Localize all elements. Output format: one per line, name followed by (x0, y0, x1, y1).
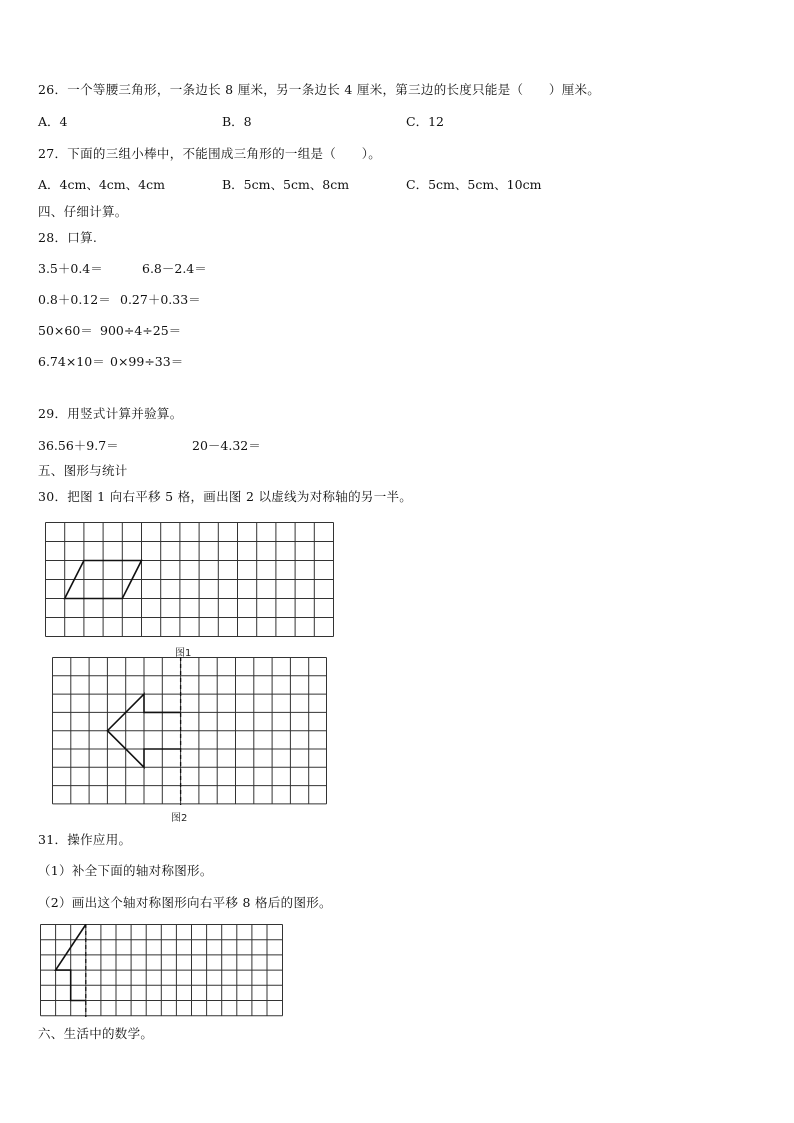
section-5-heading: 五、图形与统计 (38, 463, 128, 478)
figure-1-grid (45, 522, 335, 640)
q27-option-b: B．5cm、5cm、8cm (222, 177, 350, 192)
q27-stem: 27．下面的三组小棒中，不能围成三角形的一组是（ ）。 (38, 146, 382, 161)
q29-item: 20－4.32＝ (192, 438, 261, 453)
q28-item: 6.74×10＝ (38, 354, 105, 369)
q28-stem: 28．口算. (38, 230, 98, 245)
figure-2-grid (52, 657, 328, 807)
q31-sub-1: （1）补全下面的轴对称图形。 (38, 863, 213, 878)
figure-2-caption: 图2 (171, 813, 188, 824)
q28-item: 900÷4÷25＝ (100, 323, 182, 338)
section-4-heading: 四、仔细计算。 (38, 204, 128, 219)
grid-lines (46, 523, 334, 637)
q28-item: 0.27＋0.33＝ (120, 292, 201, 307)
q30-stem: 30．把图 1 向右平移 5 格，画出图 2 以虚线为对称轴的另一半。 (38, 489, 413, 504)
q28-item: 0×99÷33＝ (110, 354, 184, 369)
grid-lines (53, 658, 327, 804)
q26-option-c: C．12 (406, 114, 444, 129)
q27-option-c: C．5cm、5cm、10cm (406, 177, 542, 192)
figure-1-caption: 图1 (175, 648, 192, 659)
q28-item: 0.8＋0.12＝ (38, 292, 111, 307)
q31-sub-2: （2）画出这个轴对称图形向右平移 8 格后的图形。 (38, 895, 332, 910)
q26-option-b: B．8 (222, 114, 252, 129)
q27-option-a: A．4cm、4cm、4cm (38, 177, 165, 192)
q29-item: 36.56＋9.7＝ (38, 438, 119, 453)
q29-stem: 29．用竖式计算并验算。 (38, 406, 183, 421)
q31-stem: 31．操作应用。 (38, 832, 132, 847)
q26-option-a: A．4 (38, 114, 68, 129)
q28-item: 6.8－2.4＝ (142, 261, 207, 276)
q26-stem: 26．一个等腰三角形，一条边长 8 厘米，另一条边长 4 厘米，第三边的长度只能是（ ）厘米。 (38, 82, 601, 97)
q31-grid (40, 924, 284, 1018)
q28-item: 3.5＋0.4＝ (38, 261, 103, 276)
q28-item: 50×60＝ (38, 323, 93, 338)
section-6-heading: 六、生活中的数学。 (38, 1026, 154, 1041)
